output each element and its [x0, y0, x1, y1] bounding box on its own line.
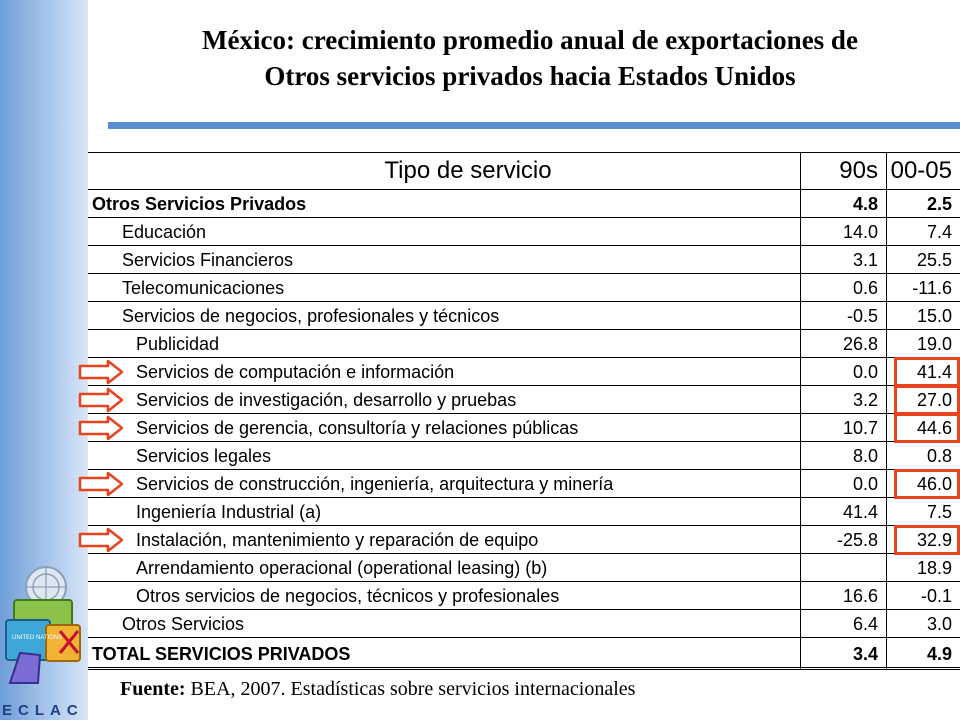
table-row [88, 442, 960, 470]
row-label: Servicios legales [88, 442, 800, 470]
source-label: Fuente: [120, 678, 186, 700]
value-90s: 8.0 [800, 442, 886, 470]
row-label: Servicios de negocios, profesionales y técnicos [88, 302, 800, 330]
table-row [88, 470, 960, 498]
value-90s: -0.5 [800, 302, 886, 330]
table-row [88, 274, 960, 302]
table-row [88, 218, 960, 246]
table-row [88, 330, 960, 358]
services-table [88, 152, 960, 670]
row-label: Arrendamiento operacional (operational leasing) (b) [88, 554, 800, 582]
row-label: Servicios de computación e información [88, 358, 800, 386]
value-00-05: 41.4 [886, 358, 960, 386]
value-00-05: 7.5 [886, 498, 960, 526]
header-00-05: 00-05 [886, 152, 960, 190]
value-90s: 16.6 [800, 582, 886, 610]
table-row [88, 610, 960, 638]
row-label: Instalación, mantenimiento y reparación de equipo [88, 526, 800, 554]
value-00-05: 19.0 [886, 330, 960, 358]
title-line-2: Otros servicios privados hacia Estados Unidos [264, 61, 796, 91]
value-00-05: -0.1 [886, 582, 960, 610]
value-00-05: 27.0 [886, 386, 960, 414]
value-00-05: 4.9 [886, 638, 960, 670]
value-90s: 3.1 [800, 246, 886, 274]
row-label: Otros Servicios Privados [88, 190, 800, 218]
row-label: Ingeniería Industrial (a) [88, 498, 800, 526]
value-90s [800, 554, 886, 582]
value-90s: 6.4 [800, 610, 886, 638]
slide-title [100, 22, 960, 94]
table-row [88, 246, 960, 274]
value-00-05: 44.6 [886, 414, 960, 442]
table-row [88, 582, 960, 610]
row-label: Servicios de investigación, desarrollo y pruebas [88, 386, 800, 414]
value-90s: 3.4 [800, 638, 886, 670]
title-line-1: México: crecimiento promedio anual de exportaciones de [202, 25, 858, 55]
row-label: Servicios de construcción, ingeniería, arquitectura y minería [88, 470, 800, 498]
source-text: BEA, 2007. Estadísticas sobre servicios internacionales [185, 678, 636, 700]
highlight-box [894, 469, 960, 499]
table-row [88, 358, 960, 386]
title-underline-bar [108, 122, 960, 129]
value-00-05: 25.5 [886, 246, 960, 274]
pointer-arrow-icon [78, 415, 124, 441]
value-90s: 4.8 [800, 190, 886, 218]
value-90s: 0.0 [800, 470, 886, 498]
table-row [88, 302, 960, 330]
logo-orange-block [46, 625, 80, 661]
table-body [88, 190, 960, 670]
value-00-05: 3.0 [886, 610, 960, 638]
value-00-05: 15.0 [886, 302, 960, 330]
value-90s: 14.0 [800, 218, 886, 246]
logo-un-text: UNITED NATIONS [12, 635, 63, 641]
pointer-arrow-icon [78, 527, 124, 553]
header-90s: 90s [800, 152, 886, 190]
table-row [88, 498, 960, 526]
value-90s: 0.6 [800, 274, 886, 302]
value-00-05: 32.9 [886, 526, 960, 554]
value-00-05: 0.8 [886, 442, 960, 470]
highlight-box [894, 385, 960, 415]
row-label: Telecomunicaciones [88, 274, 800, 302]
row-label: Publicidad [88, 330, 800, 358]
highlight-box [894, 413, 960, 443]
value-00-05: 7.4 [886, 218, 960, 246]
value-90s: 41.4 [800, 498, 886, 526]
value-90s: 26.8 [800, 330, 886, 358]
value-90s: -25.8 [800, 526, 886, 554]
logo-eclac-text: ECLAC [2, 702, 84, 719]
value-00-05: 46.0 [886, 470, 960, 498]
eclac-logo [0, 565, 92, 720]
row-label: TOTAL SERVICIOS PRIVADOS [88, 638, 800, 670]
row-label: Otros servicios de negocios, técnicos y profesionales [88, 582, 800, 610]
table-row [88, 386, 960, 414]
total-row [88, 638, 960, 670]
pointer-arrow-icon [78, 359, 124, 385]
table-row [88, 554, 960, 582]
highlight-box [894, 357, 960, 387]
value-00-05: 2.5 [886, 190, 960, 218]
row-label: Servicios Financieros [88, 246, 800, 274]
table-header-row [88, 152, 960, 190]
value-00-05: 18.9 [886, 554, 960, 582]
row-label: Servicios de gerencia, consultoría y relaciones públicas [88, 414, 800, 442]
table-row [88, 526, 960, 554]
value-90s: 3.2 [800, 386, 886, 414]
value-90s: 10.7 [800, 414, 886, 442]
highlight-box [894, 525, 960, 555]
header-tipo-de-servicio: Tipo de servicio [88, 152, 800, 190]
source-note [120, 678, 635, 701]
pointer-arrow-icon [78, 387, 124, 413]
table-row [88, 414, 960, 442]
value-00-05: -11.6 [886, 274, 960, 302]
table-row [88, 190, 960, 218]
pointer-arrow-icon [78, 471, 124, 497]
value-90s: 0.0 [800, 358, 886, 386]
row-label: Educación [88, 218, 800, 246]
row-label: Otros Servicios [88, 610, 800, 638]
